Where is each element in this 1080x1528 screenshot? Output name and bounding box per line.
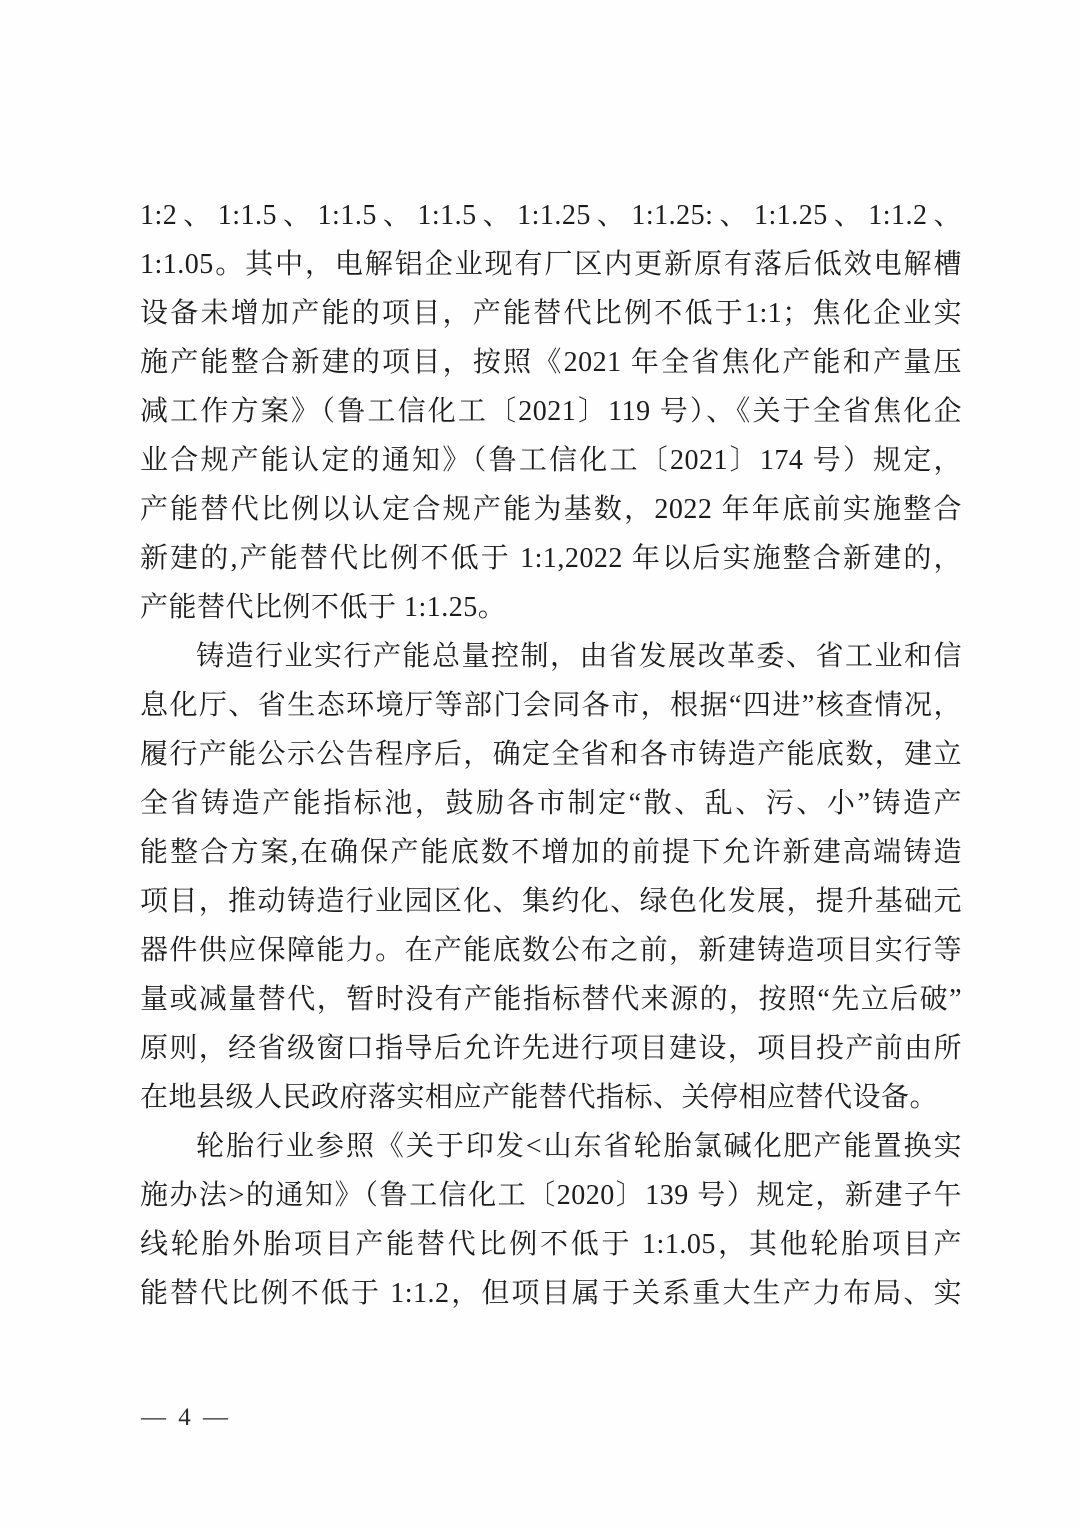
text-line: 量或减量替代，暂时没有产能指标替代来源的，按照“先立后破” bbox=[140, 984, 962, 1015]
text-line: 能整合方案,在确保产能底数不增加的前提下允许新建高端铸造 bbox=[140, 837, 962, 868]
text-line: 能替代比例不低于 1:1.2，但项目属于关系重大生产力布局、实 bbox=[140, 1278, 962, 1309]
text-line: 1:2、1:1.5、1:1.5、1:1.5、1:1.25、1:1.25:、1:1.25、1:1.2、 bbox=[140, 200, 962, 231]
text-line: 铸造行业实行产能总量控制，由省发展改革委、省工业和信 bbox=[196, 641, 962, 672]
text-line: 履行产能公示公告程序后，确定全省和各市铸造产能底数，建立 bbox=[140, 739, 962, 770]
text-line: 轮胎行业参照《关于印发<山东省轮胎氯碱化肥产能置换实 bbox=[196, 1131, 962, 1162]
text-line: 产能替代比例不低于 1:1.25。 bbox=[140, 592, 507, 623]
text-line: 1:1.05。其中，电解铝企业现有厂区内更新原有落后低效电解槽 bbox=[140, 249, 962, 280]
text-line: 在地县级人民政府落实相应产能替代指标、关停相应替代设备。 bbox=[140, 1082, 939, 1113]
text-line: 减工作方案》（鲁工信化工〔2021〕119 号）、《关于全省焦化企 bbox=[140, 396, 962, 427]
paragraph-1 bbox=[140, 191, 962, 632]
document-body bbox=[140, 191, 962, 1318]
text-line: 原则，经省级窗口指导后允许先进行项目建设，项目投产前由所 bbox=[140, 1033, 962, 1064]
text-line: 新建的,产能替代比例不低于 1:1,2022 年以后实施整合新建的， bbox=[140, 543, 962, 574]
text-line: 产能替代比例以认定合规产能为基数，2022 年年底前实施整合 bbox=[140, 494, 962, 525]
page-number: — 4 — bbox=[141, 1404, 231, 1431]
paragraph-3 bbox=[140, 1122, 962, 1318]
text-line: 业合规产能认定的通知》（鲁工信化工〔2021〕174 号）规定， bbox=[140, 445, 962, 476]
text-line: 线轮胎外胎项目产能替代比例不低于 1:1.05，其他轮胎项目产 bbox=[140, 1229, 962, 1260]
text-line: 息化厅、省生态环境厅等部门会同各市，根据“四进”核查情况， bbox=[140, 690, 962, 721]
text-line: 施产能整合新建的项目，按照《2021 年全省焦化产能和产量压 bbox=[140, 347, 962, 378]
text-line: 项目，推动铸造行业园区化、集约化、绿色化发展，提升基础元 bbox=[140, 886, 962, 917]
text-line: 全省铸造产能指标池，鼓励各市制定“散、乱、污、小”铸造产 bbox=[140, 788, 962, 819]
paragraph-2 bbox=[140, 632, 962, 1122]
text-line: 器件供应保障能力。在产能底数公布之前，新建铸造项目实行等 bbox=[140, 935, 962, 966]
text-line: 施办法>的通知》（鲁工信化工〔2020〕139 号）规定，新建子午 bbox=[140, 1180, 962, 1211]
text-line: 设备未增加产能的项目，产能替代比例不低于1:1；焦化企业实 bbox=[140, 298, 962, 329]
